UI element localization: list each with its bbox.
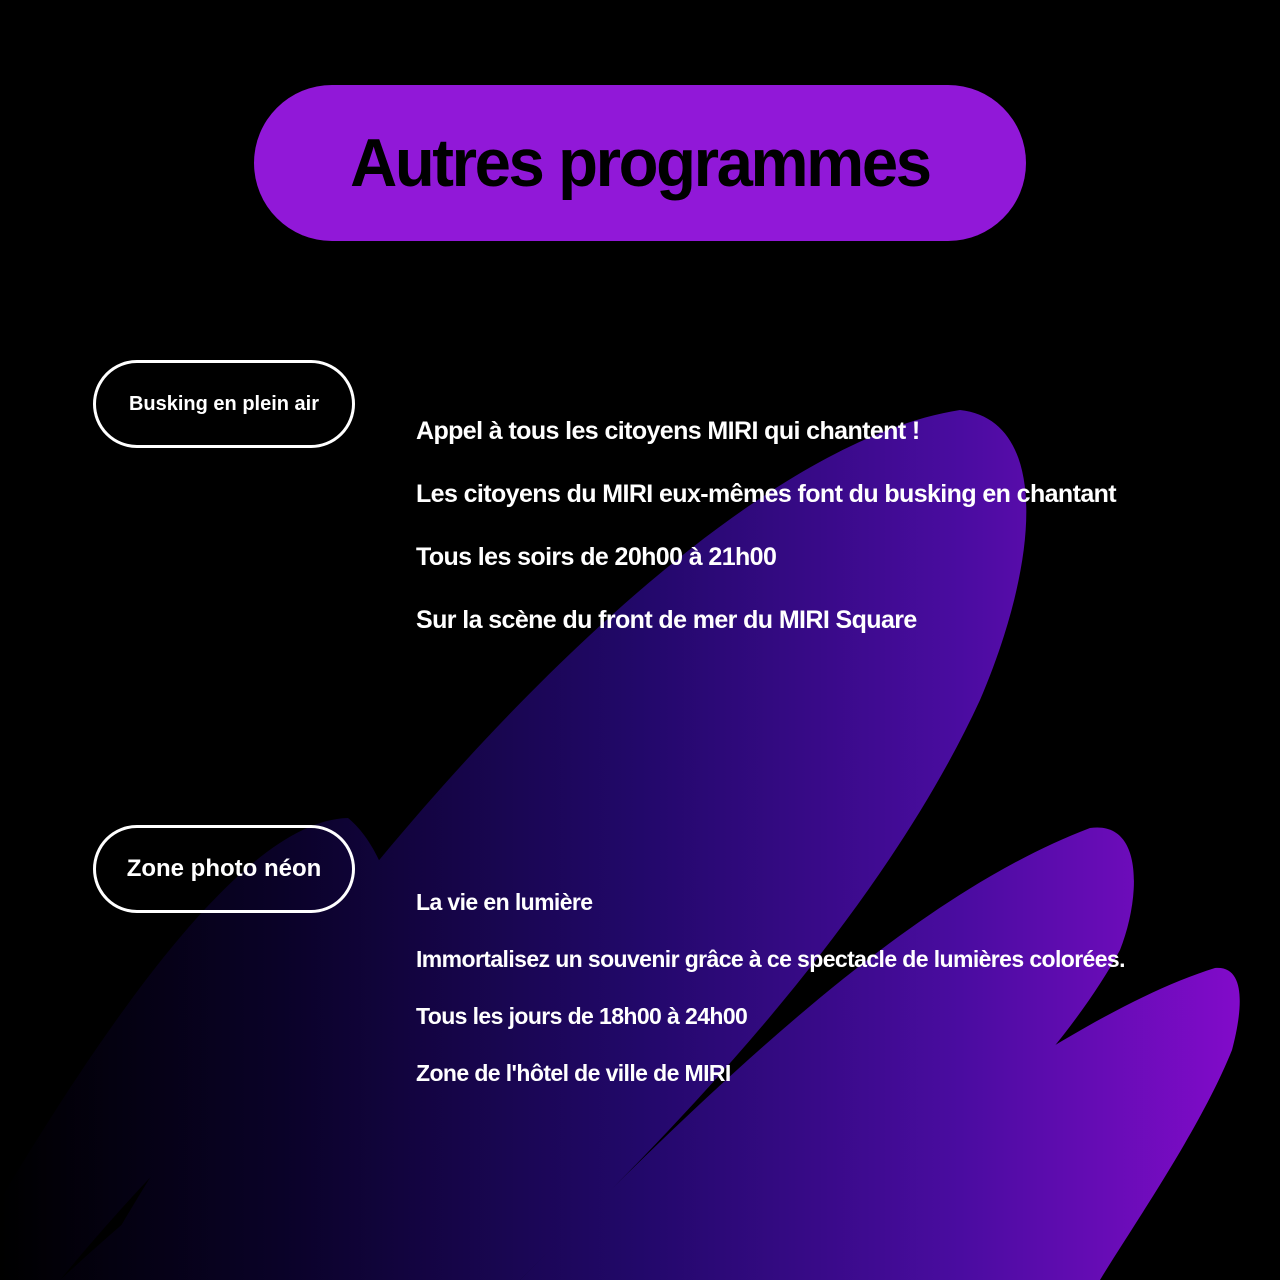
description-line: Tous les soirs de 20h00 à 21h00 <box>416 543 777 571</box>
description-line: Appel à tous les citoyens MIRI qui chantent ! <box>416 417 920 445</box>
tag-label: Busking en plein air <box>128 392 320 415</box>
description-line: Sur la scène du front de mer du MIRI Square <box>416 606 917 634</box>
tag-neon-photo-zone <box>93 825 355 913</box>
description-line: La vie en lumière <box>416 889 593 915</box>
program-description-neon <box>416 888 1125 1116</box>
page-title: Autres programmes <box>350 125 930 201</box>
description-line: Zone de l'hôtel de ville de MIRI <box>416 1060 731 1086</box>
description-line: Immortalisez un souvenir grâce à ce spectacle de lumières colorées. <box>416 946 1125 972</box>
description-line: Tous les jours de 18h00 à 24h00 <box>416 1003 748 1029</box>
program-description-busking <box>416 415 1116 667</box>
description-line: Les citoyens du MIRI eux-mêmes font du busking en chantant <box>416 480 1117 508</box>
title-banner <box>254 85 1026 241</box>
tag-busking <box>93 360 355 448</box>
tag-label: Zone photo néon <box>126 855 322 882</box>
